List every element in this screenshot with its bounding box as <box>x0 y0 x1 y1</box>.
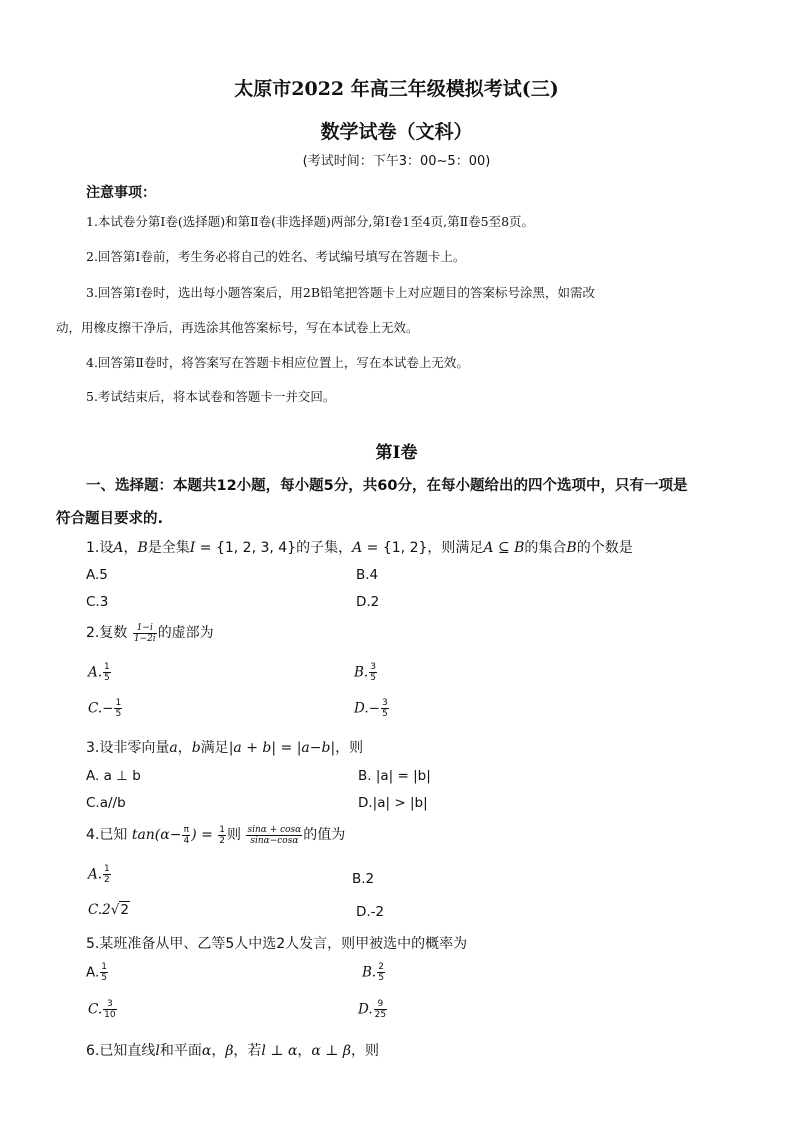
q5-option-c: C. $\frac{3}{10}$ <box>88 999 116 1020</box>
exam-title: 太原市2022 年高三年级模拟考试(三) <box>234 78 559 100</box>
note-item: 3.回答第Ⅰ卷时，选出每小题答案后，用2B铅笔把答题卡上对应题目的答案标号涂黑，如需改 <box>86 285 596 300</box>
exam-subtitle: 数学试卷（文科） <box>320 121 473 143</box>
question-2: 2.复数 $\frac{1-i}{1-2i}$ 的虚部为 <box>86 622 214 644</box>
note-item: 动，用橡皮擦干净后，再选涂其他答案标号，写在本试卷上无效。 <box>56 320 419 335</box>
note-item: 1.本试卷分第Ⅰ卷(选择题)和第Ⅱ卷(非选择题)两部分,第Ⅰ卷1至4页,第Ⅱ卷5至8页。 <box>86 214 535 229</box>
question-1: 1.设A，B是全集I = {1, 2, 3, 4}的子集，A = {1, 2}，则满足A ⊆ B的集合B的个数是 <box>86 540 633 556</box>
section-instruction-cont: 符合题目要求的. <box>56 511 164 527</box>
q5-option-d: D. $\frac{9}{25}$ <box>358 999 387 1020</box>
q3-option-c: C.a//b <box>86 795 126 811</box>
question-6: 6.已知直线l和平面α，β，若l ⊥ α，α ⊥ β，则 <box>86 1043 380 1059</box>
q1-option-d: D.2 <box>356 594 380 610</box>
q2-option-a: A. $\frac{1}{5}$ <box>88 662 110 683</box>
q1-option-b: B.4 <box>356 567 379 583</box>
q2-option-c: C.− $\frac{1}{5}$ <box>88 698 122 719</box>
q5-option-b: B. $\frac{2}{5}$ <box>362 962 384 983</box>
question-3: 3.设非零向量a，b满足|a + b| = |a−b|，则 <box>86 740 364 756</box>
section-instruction: 一、选择题：本题共12小题，每小题5分，共60分，在每小题给出的四个选项中，只有一项是 <box>86 478 688 494</box>
q1-option-a: A.5 <box>86 567 108 583</box>
q3-option-d: D.|a| > |b| <box>358 795 428 811</box>
q4-option-c: C.2√2 <box>88 902 129 918</box>
q4-option-b: B.2 <box>352 871 375 887</box>
question-4: 4.已知 tan(α− $\frac{\pi}{4}$ ) = $\frac{1}{2}$ 则 $\frac{\sin\alpha + \cos\alpha}{\sin\alpha-\cos\alpha}$ 的值为 <box>86 824 346 846</box>
q1-option-c: C.3 <box>86 594 109 610</box>
q3-option-a: A. a ⊥ b <box>86 768 141 784</box>
notes-heading: 注意事项： <box>86 185 156 201</box>
section-title: 第Ⅰ卷 <box>375 443 418 463</box>
q3-option-b: B. |a| = |b| <box>358 768 431 784</box>
q4-option-a: A. $\frac{1}{2}$ <box>88 864 110 885</box>
note-item: 5.考试结束后，将本试卷和答题卡一并交回。 <box>86 389 336 404</box>
question-5: 5.某班准备从甲、乙等5人中选2人发言，则甲被选中的概率为 <box>86 936 468 952</box>
q2-option-d: D.− $\frac{3}{5}$ <box>354 698 388 719</box>
note-item: 4.回答第Ⅱ卷时，将答案写在答题卡相应位置上，写在本试卷上无效。 <box>86 355 469 370</box>
q4-option-d: D.-2 <box>356 904 385 920</box>
q5-option-a: A. $\frac{1}{5}$ <box>86 962 108 983</box>
q2-option-b: B. $\frac{3}{5}$ <box>354 662 376 683</box>
note-item: 2.回答第Ⅰ卷前，考生务必将自己的姓名、考试编号填写在答题卡上。 <box>86 249 466 264</box>
exam-time: (考试时间：下午3：00~5：00) <box>302 154 491 169</box>
